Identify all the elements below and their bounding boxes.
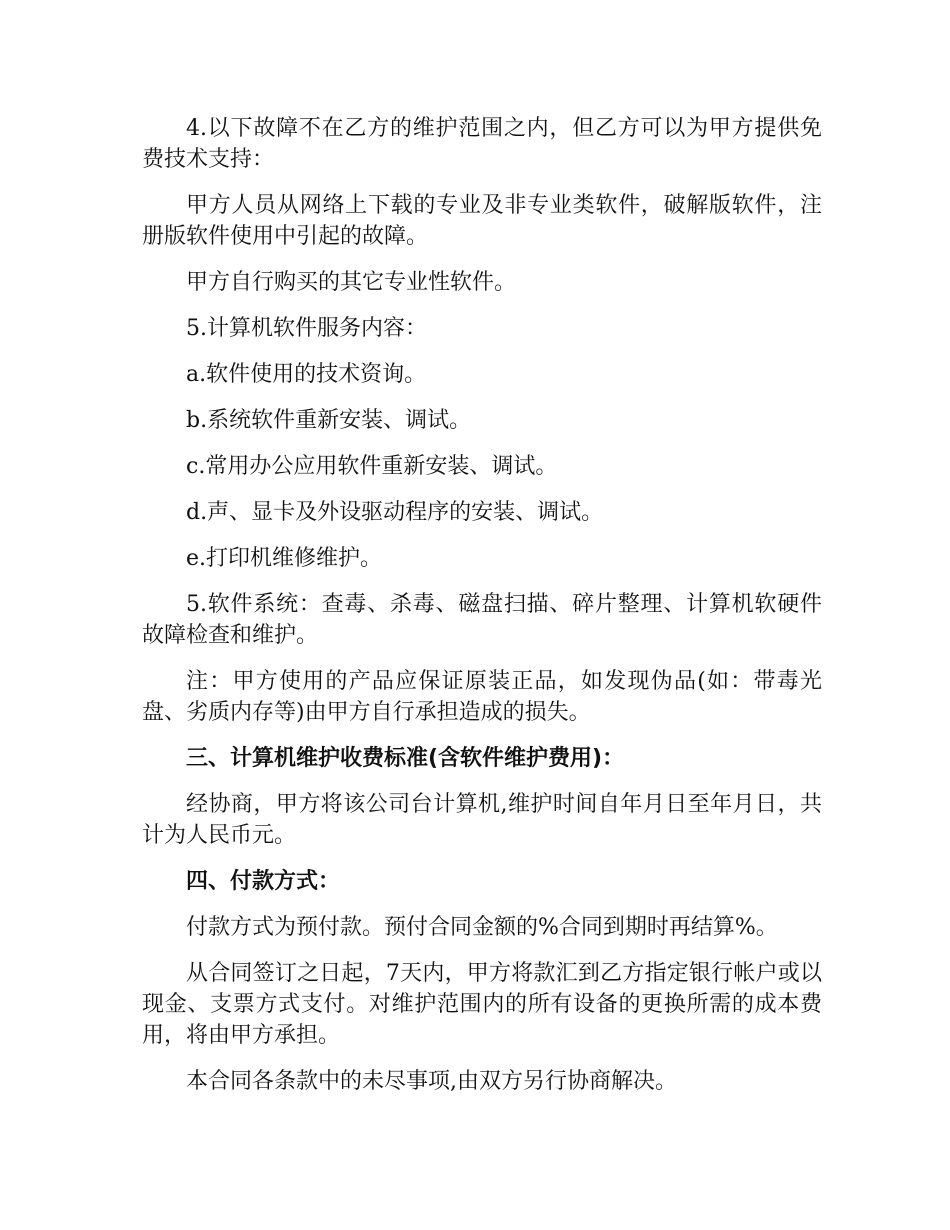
payment-prepay: 付款方式为预付款。预付合同金额的%合同到期时再结算%。 bbox=[186, 915, 778, 940]
clause-5-software-system: 5.软件系统：查毒、杀毒、磁盘扫描、碎片整理、计算机软硬件故障检查和维护。 bbox=[142, 592, 822, 648]
exclusion-purchased-software: 甲方自行购买的其它专业性软件。 bbox=[186, 270, 517, 295]
payment-timing: 从合同签订之日起，7天内，甲方将款汇到乙方指定银行帐户或以现金、支票方式支付。对维护范围内的所有设备的更换所需的成本费用，将由甲方承担。 bbox=[142, 961, 822, 1048]
exclusion-downloaded-software: 甲方人员从网络上下载的专业及非专业类软件，破解版软件，注册版软件使用中引起的故障。 bbox=[142, 193, 822, 249]
clause-5-software-services: 5.计算机软件服务内容： bbox=[186, 316, 427, 341]
document-body bbox=[142, 113, 822, 1112]
section-heading-fees: 三、计算机维护收费标准(含软件维护费用)： bbox=[186, 746, 625, 771]
service-item-b: b.系统软件重新安装、调试。 bbox=[186, 408, 472, 433]
service-item-c: c.常用办公应用软件重新安装、调试。 bbox=[186, 454, 558, 479]
fee-terms: 经协商，甲方将该公司台计算机,维护时间自年月日至年月日，共计为人民币元。 bbox=[142, 792, 822, 848]
unresolved-matters: 本合同各条款中的未尽事项,由双方另行协商解决。 bbox=[186, 1069, 677, 1094]
service-item-d: d.声、显卡及外设驱动程序的安装、调试。 bbox=[186, 500, 604, 525]
service-item-a: a.软件使用的技术资询。 bbox=[186, 362, 427, 387]
service-item-e: e.打印机维修维护。 bbox=[186, 546, 383, 571]
note-genuine-products: 注：甲方使用的产品应保证原装正品，如发现伪品(如：带毒光盘、劣质内存等)由甲方自行承担造成的损失。 bbox=[142, 669, 822, 725]
clause-4-exclusions: 4.以下故障不在乙方的维护范围之内，但乙方可以为甲方提供免费技术支持： bbox=[142, 116, 822, 172]
section-heading-payment: 四、付款方式： bbox=[186, 869, 341, 894]
